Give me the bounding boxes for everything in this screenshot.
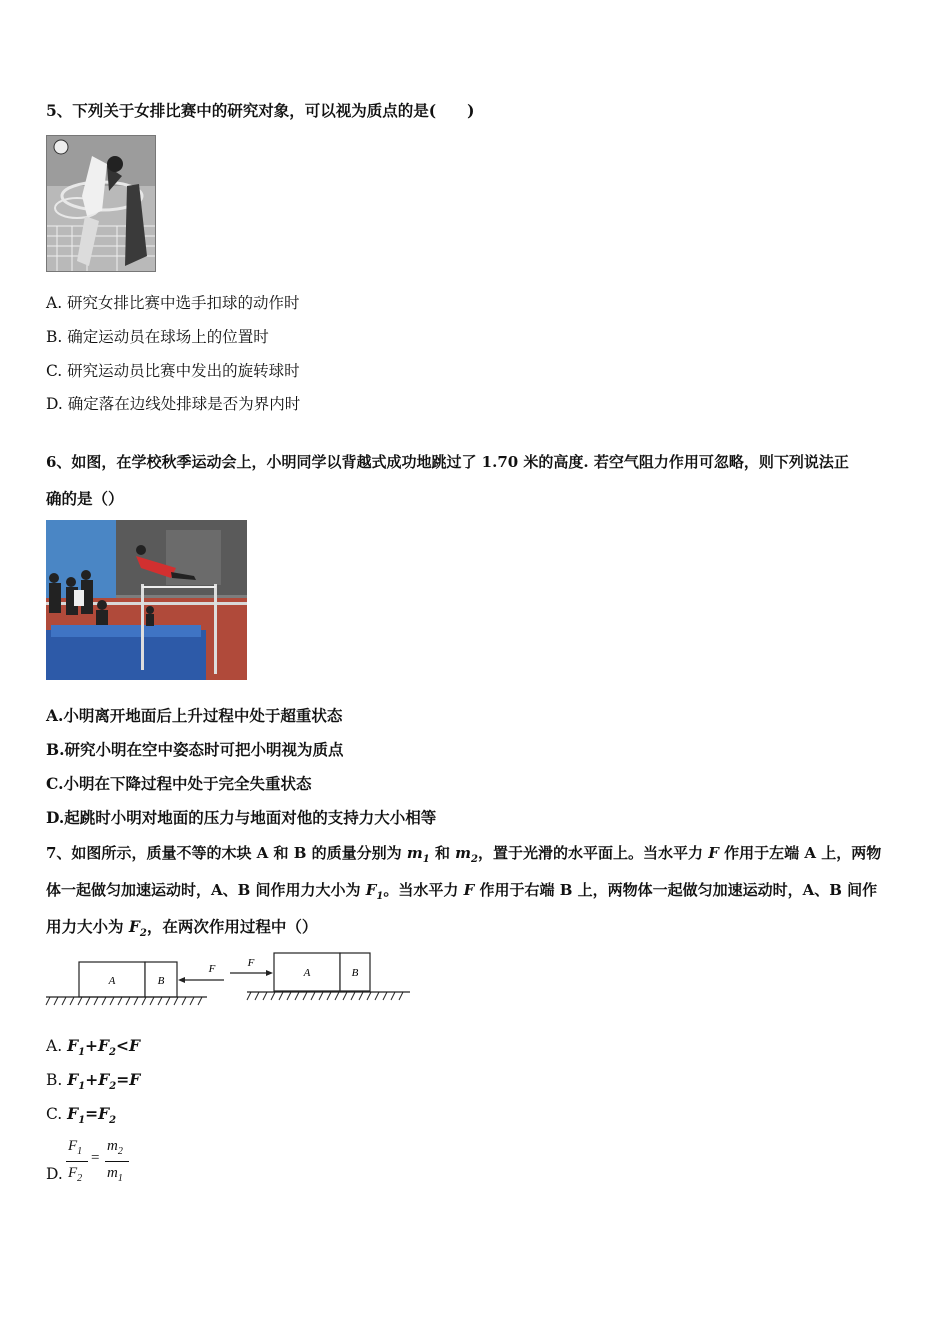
force-label-left: F bbox=[208, 963, 216, 975]
mass-m1: $m_1$ bbox=[406, 844, 430, 865]
q5-stem: 5、下列关于女排比赛中的研究对象，可以视为质点的是( ) bbox=[46, 101, 475, 120]
frac-left-num: $F_1$ bbox=[68, 1138, 83, 1157]
blocks-diagram bbox=[44, 950, 414, 1010]
frac-right-den: $m_1$ bbox=[107, 1165, 123, 1184]
q7-line3-b: ，在两次作用过程中（） bbox=[146, 917, 318, 936]
force-F: F bbox=[708, 844, 719, 862]
frac-right-num: $m_2$ bbox=[107, 1138, 123, 1157]
q5-option-a: A. 研究女排比赛中选手扣球的动作时 bbox=[46, 294, 300, 312]
q7-line1-d: 作用于左端 A 上，两物 bbox=[718, 844, 882, 862]
q6-option-b: B.研究小明在空中姿态时可把小明视为质点 bbox=[46, 740, 344, 759]
q7-option-a: A. $F_1+F_2<F$ bbox=[46, 1036, 141, 1059]
q7-stem-line3 bbox=[46, 917, 317, 944]
q7-line2-a: 体一起做匀加速运动时，A、B 间作用力大小为 bbox=[46, 881, 366, 899]
q6-stem-line2: 确的是（） bbox=[46, 489, 124, 508]
volleyball-photo bbox=[46, 135, 156, 272]
q6-stem-line1: 6、如图，在学校秋季运动会上，小明同学以背越式成功地跳过了 1.70 米的高度. 若空气阻力作用可忽略，则下列说法正 bbox=[46, 453, 849, 471]
q7-option-b: B. $F_1+F_2=F$ bbox=[46, 1070, 141, 1093]
arrow-right-head bbox=[266, 970, 273, 976]
frac-left-den: $F_2$ bbox=[68, 1165, 83, 1184]
force-F-2: F bbox=[463, 881, 475, 899]
q6-option-d: D.起跳时小明对地面的压力与地面对他的支持力大小相等 bbox=[46, 808, 437, 827]
force-F1: $F_1$ bbox=[365, 881, 384, 902]
q7-option-d: D. bbox=[46, 1165, 63, 1183]
q7-option-c: C. $F_1=F_2$ bbox=[46, 1104, 117, 1127]
frac-right-line bbox=[105, 1161, 129, 1162]
q7-line2-c: 作用于右端 B 上，两物体一起做匀加速运动时，A、B 间作 bbox=[474, 881, 878, 899]
q5-option-d: D. 确定落在边线处排球是否为界内时 bbox=[46, 395, 301, 413]
force-F2: $F_2$ bbox=[128, 917, 147, 940]
high-jump-photo bbox=[46, 520, 247, 680]
q6-option-c: C.小明在下降过程中处于完全失重状态 bbox=[46, 774, 312, 793]
q7-option-d-formula bbox=[64, 1138, 134, 1188]
q5-option-c: C. 研究运动员比赛中发出的旋转球时 bbox=[46, 362, 300, 380]
q7-line1-c: ，置于光滑的水平面上。当水平力 bbox=[478, 844, 709, 862]
force-label-right: F bbox=[247, 957, 255, 969]
q7-line1-a: 7、如图所示，质量不等的木块 A 和 B 的质量分别为 bbox=[46, 844, 407, 862]
arrow-left-head bbox=[178, 977, 185, 983]
frac-equals: = bbox=[91, 1150, 100, 1166]
q6-option-a: A.小明离开地面后上升过程中处于超重状态 bbox=[46, 706, 343, 725]
label-a-left: A bbox=[108, 975, 116, 987]
q7-line3-a: 用力大小为 bbox=[46, 917, 129, 936]
q5-option-b: B. 确定运动员在球场上的位置时 bbox=[46, 328, 269, 346]
q7-line1-b: 和 bbox=[429, 844, 456, 862]
label-b-right: B bbox=[351, 967, 359, 979]
mass-m2: $m_2$ bbox=[455, 844, 479, 865]
q7-line2-b: 。当水平力 bbox=[383, 881, 464, 899]
label-a-right: A bbox=[303, 967, 311, 979]
q7-stem-line2 bbox=[46, 880, 877, 907]
q7-stem-line1 bbox=[46, 843, 881, 870]
label-b-left: B bbox=[157, 975, 165, 987]
frac-left-line bbox=[66, 1161, 88, 1162]
